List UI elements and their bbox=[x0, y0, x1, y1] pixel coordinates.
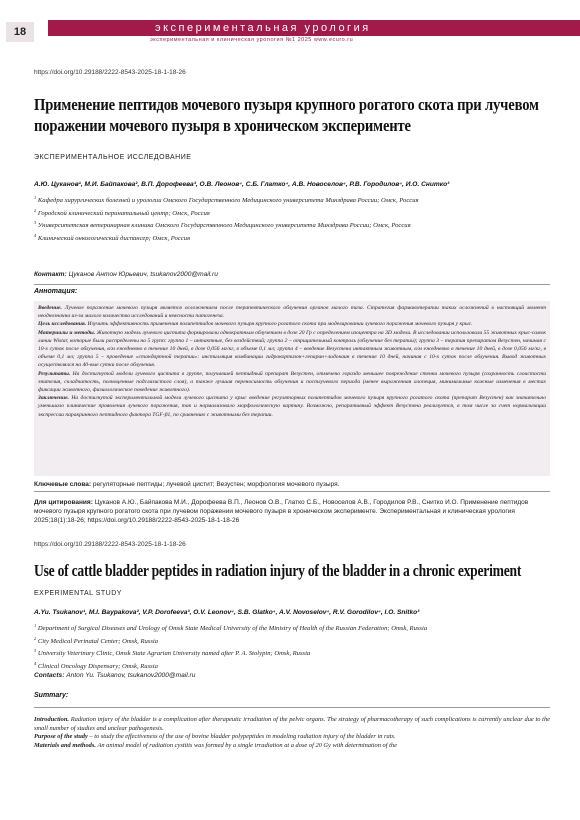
affiliation-item: $^1$ Кафедра хирургических болезней и урологии Омского Государственного Медицинского университета Минздрава России; Омск, Россия bbox=[34, 195, 419, 205]
abstract-box bbox=[34, 301, 550, 476]
doi-en[interactable]: https://doi.org/10.29188/2222-8543-2025-18-1-18-26 bbox=[34, 541, 186, 548]
page-number: 18 bbox=[6, 22, 34, 42]
affiliation-item: $^4$ Clinical Oncology Dispensary; Omsk, Russia bbox=[34, 661, 158, 671]
authors-ru: А.Ю. Цуканов¹, М.И. Байпакова², В.П. Дорофеева³, О.В. Леонов⁴, С.Б. Глатко⁴, А.В. Новоселов⁴, Р.В. Городилов⁴, И.О. Снитко³ bbox=[34, 181, 450, 188]
summary-heading: Summary: bbox=[34, 692, 69, 699]
keywords-ru bbox=[34, 481, 550, 488]
affiliation-item: $^3$ University Veterinary Clinic, Omsk State Agrarian University named after P. A. Stolypin; Omsk, Russia bbox=[34, 648, 311, 658]
journal-title: экспериментальная урология bbox=[155, 22, 371, 34]
affiliation-item: $^4$ Клинический онкологический диспансер; Омск, Россия bbox=[34, 233, 191, 243]
keywords-text: регуляторные пептиды; лучевой цистит; Везустен; морфология мочевого пузыря. bbox=[92, 481, 340, 488]
contact-text[interactable]: Anton Yu. Tsukanov, tsukanov2000@mail.ru bbox=[66, 672, 196, 679]
affiliations-en bbox=[34, 621, 550, 672]
affiliation-item: $^1$ Department of Surgical Diseases and Urology of Omsk State Medical University of the Ministry of Health of the Russian Federation; Omsk, Russia bbox=[34, 623, 428, 633]
journal-subtitle: экспериментальная и клиническая урология №1 2025 www.ecuro.ru bbox=[150, 37, 354, 43]
abstract-text: Введение. Лучевое поражение мочевого пузыря является осложнением после терапевтического облучения органов малого таза. Стратегия фармакотерапии таких осложнений в настоящий момент неоднозначна из-за малого количества исследований и неясности патогенеза. Цель исследования. Изучить эффективность применения полипептидов мочевого пузыря крупного рогатого скота при моделировании лучевого поражения мочевого пузыря у крыс. Материалы и методы. Животную модель лучевого цистита формировали однократным облучением в дозе 20 Гр с определением изоцентра на 3D модели. В исследовании использовали 55 животных крыс-самок линии Wistar, которые были распределены на 5 групп: группа 1 – интактные, без воздействий; группа 2 – отрицательный контроль (облучение без терапии); группа 3 – терапия препаратом Везустен, начиная с 10-х суток после облучения, в/м ежедневно в течение 10 дней, в дозе 0,056 мг/кг, в объеме 0,1 мл; группа 4 – введение Везустена интактным животным, в/м ежедневно в течение 10 дней, в дозе 0,056 мг/кг, в объеме 0,1 мл; группа 5 – проведение «стандартной терапии»: инстилляция комбинации гидрокортизон+гепарин+лидокаин в течение 10 дней, начиная с 10-х суток после облучения. Вывод животных осуществлялся на 40-вые сутки после облучения. Результаты. На достигнутой модели лучевого цистита в группе, получавшей пептидный препарат Везустен, отмечено гораздо меньшее повреждение стенки мочевого пузыря (сохранность слоистости эпителия, складчатость, полноценные подслизистого слоя), а также лучшая переносимость облучения и постлучевого периода (менее выраженная алопеция, минимальные кожные изменения в местах фиксации животного, физиологическое поведение животного). Заключение. На достигнутой экспериментальной модели лучевого цистита у крыс введение регуляторных полипептидов мочевого пузыря крупного рогатого скота (препарат Везустен) как значительно уменьшало клинические проявления лучевого поражения, так и нормализовало морфологическую картину. Возможно, репаративный эффект Везустена реализуется, в том числе за счет нормализации экспрессии паракринного пептидного фактора TGF-β1, по сравнению с животными без терапии. bbox=[38, 305, 546, 418]
section-label-en: EXPERIMENTAL STUDY bbox=[34, 590, 122, 597]
divider bbox=[34, 284, 550, 285]
citation-ru bbox=[34, 498, 550, 525]
affiliation-item: $^2$ City Medical Perinatal Center; Omsk, Russia bbox=[34, 635, 159, 645]
divider bbox=[34, 707, 550, 708]
doi-ru[interactable]: https://doi.org/10.29188/2222-8543-2025-18-1-18-26 bbox=[34, 69, 186, 76]
summary-text: Introduction. Radiation injury of the bladder is a complication after therapeutic irradiation of the pelvic organs. The strategy of pharmacotherapy of such complications is currently unclear due to the small number of studies and unclear pathogenesis. Purpose of the study – to study the effectiveness of the use of bovine bladder polypeptides in modeling radiation injury of the bladder in rats. Materials and methods. An animal model of radiation cystitis was formed by a single irradiation at a dose of 20 Gy with determination of the bbox=[34, 716, 550, 749]
contact-text[interactable]: Цуканов Антон Юрьевич, tsukanov2000@mail.ru bbox=[68, 271, 218, 278]
authors-en: A.Yu. Tsukanov¹, M.I. Baypakova², V.P. Dorofeeva³, O.V. Leonov⁴, S.B. Glatko⁴, A.V. Novoselov⁴, R.V. Gorodilov⁴, I.O. Snitko³ bbox=[34, 609, 420, 616]
contact-ru bbox=[34, 271, 550, 278]
keywords-label: Ключевые слова: bbox=[34, 481, 92, 488]
section-label-ru: ЭКСПЕРИМЕНТАЛЬНОЕ ИССЛЕДОВАНИЕ bbox=[34, 154, 192, 161]
contact-label: Contacts: bbox=[34, 672, 65, 679]
contact-label: Контакт: bbox=[34, 271, 67, 278]
contact-en bbox=[34, 672, 550, 679]
article-title-en-wrap bbox=[34, 560, 550, 586]
abstract-heading: Аннотация: bbox=[34, 288, 78, 295]
article-title-ru: Применение пептидов мочевого пузыря крупного рогатого скота при лучевом поражении мочевого пузыря в хроническом эксперименте bbox=[34, 95, 539, 135]
article-title-en: Use of cattle bladder peptides in radiation injury of the bladder in a chronic experiment bbox=[34, 561, 522, 580]
affiliations-ru bbox=[34, 193, 550, 244]
divider bbox=[34, 491, 550, 492]
affiliation-item: $^3$ Университетская ветеринарная клиника Омского Государственного Медицинского университета Минздрава России; Омск, Россия bbox=[34, 220, 411, 230]
article-title-ru-wrap bbox=[34, 94, 550, 142]
citation-label: Для цитирования: bbox=[34, 499, 93, 506]
citation-text: Цуканов А.Ю., Байпакова М.И., Дорофеева В.П., Леонов О.В., Глатко С.Б., Новоселов А.В., Городилов Р.В., Снитко И.О. Применение пептидов мочевого пузыря крупного рогатого скота при лучевом поражении мочевого пузыря в хроническом эксперименте. Экспериментальная и клиническая урология 2025;18(1):18-26; https://doi.org/10.29188/2222-8543-2025-18-1-18-26 bbox=[34, 499, 529, 524]
journal-header bbox=[0, 0, 580, 44]
affiliation-item: $^2$ Городской клинический перинатальный центр; Омск, Россия bbox=[34, 207, 210, 217]
